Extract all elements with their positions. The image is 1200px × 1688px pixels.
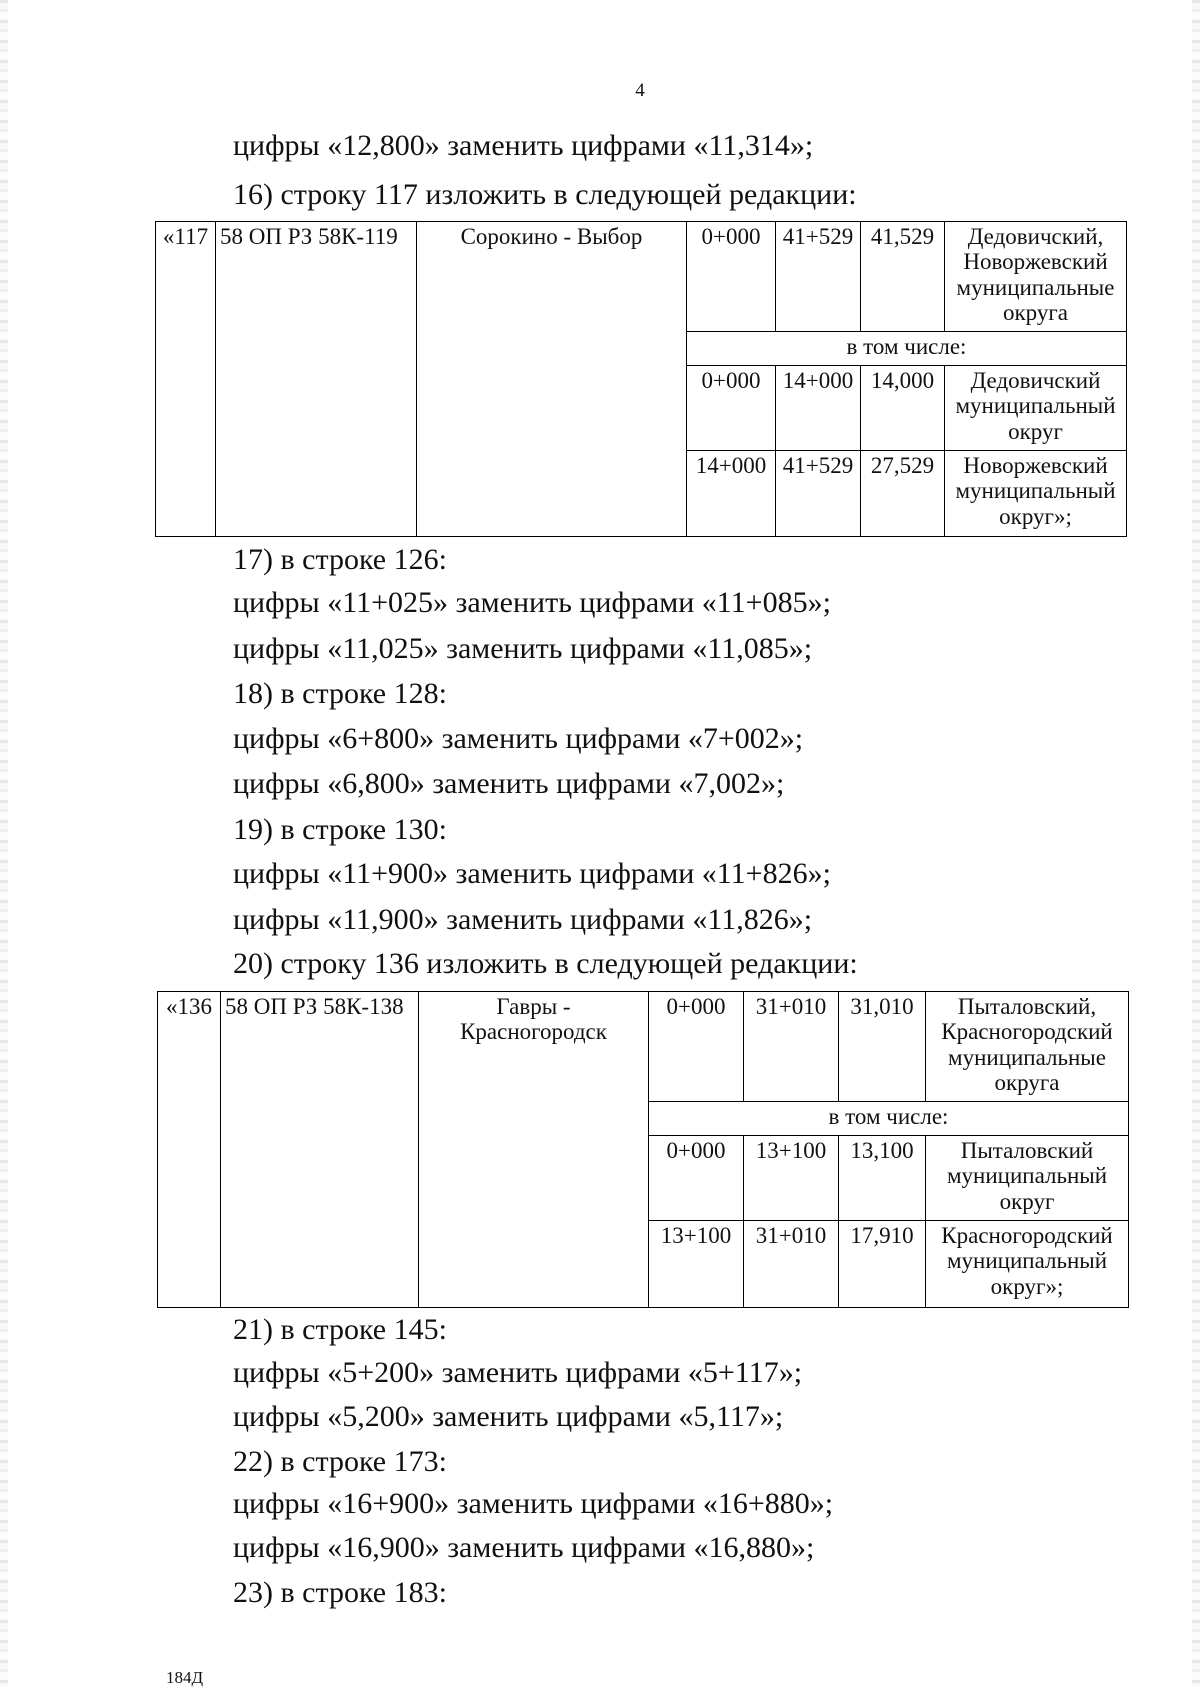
text-line: 21) в строке 145:: [233, 1313, 447, 1346]
end-km: 31+010: [744, 1221, 839, 1308]
district-line: округа: [994, 1069, 1060, 1095]
district-cell: [926, 992, 1129, 1102]
district-line: муниципальные: [956, 274, 1115, 300]
row-number: «136: [158, 992, 221, 1308]
text-line: 22) в строке 173:: [233, 1445, 447, 1478]
length-km: 13,100: [839, 1136, 926, 1221]
road-code: 58 ОП РЗ 58К-119: [216, 222, 417, 537]
start-km: 0+000: [687, 222, 776, 332]
text-line: цифры «6+800» заменить цифрами «7+002»;: [233, 722, 804, 755]
road-code: 58 ОП РЗ 58К-138: [221, 992, 419, 1308]
road-name: [419, 992, 649, 1308]
page-number: 4: [635, 80, 645, 101]
row-number: «117: [156, 222, 216, 537]
end-km: 41+529: [776, 222, 861, 332]
text-line: цифры «11,025» заменить цифрами «11,085»;: [233, 632, 813, 665]
scan-edge-left: [0, 0, 8, 1686]
end-km: 13+100: [744, 1136, 839, 1221]
text-line: цифры «16,900» заменить цифрами «16,880»;: [233, 1531, 815, 1564]
district-line: муниципальный: [946, 1248, 1108, 1274]
length-km: 17,910: [839, 1221, 926, 1308]
district-line: Новоржевский: [963, 249, 1108, 275]
district-line: муниципальные: [948, 1044, 1106, 1070]
text-line: цифры «11+025» заменить цифрами «11+085»;: [233, 586, 831, 619]
road-name-line: Красногородск: [460, 1019, 607, 1045]
text-line: 18) в строке 128:: [233, 677, 447, 710]
start-km: 0+000: [649, 1136, 744, 1221]
text-line: цифры «5+200» заменить цифрами «5+117»;: [233, 1356, 803, 1389]
district-line: Дедовичский,: [967, 224, 1104, 249]
end-km: 41+529: [776, 451, 861, 537]
road-name-line: Гавры -: [496, 994, 571, 1019]
road-table-136: [157, 991, 1129, 1308]
district-line: Красногородский: [941, 1019, 1113, 1045]
district-cell: [945, 222, 1127, 332]
length-km: 41,529: [861, 222, 945, 332]
text-line: цифры «11+900» заменить цифрами «11+826»;: [233, 857, 831, 890]
district-line: Пыталовский: [960, 1138, 1094, 1163]
district-line: округ: [1008, 418, 1063, 444]
district-line: муниципальный: [946, 1163, 1108, 1189]
district-line: округ»;: [990, 1273, 1064, 1299]
district-line: Красногородский: [941, 1223, 1113, 1248]
text-line: 20) строку 136 изложить в следующей редакции:: [233, 947, 858, 980]
district-line: Новоржевский: [963, 453, 1108, 478]
end-km: 14+000: [776, 366, 861, 451]
length-km: 31,010: [839, 992, 926, 1102]
start-km: 14+000: [687, 451, 776, 537]
text-line: цифры «16+900» заменить цифрами «16+880»;: [233, 1487, 834, 1520]
road-table-117: [155, 221, 1127, 537]
district-line: муниципальный: [955, 478, 1116, 504]
district-line: Пыталовский,: [957, 994, 1097, 1019]
district-line: Дедовичский: [970, 368, 1101, 393]
district-cell: [926, 1221, 1129, 1308]
district-cell: [945, 451, 1127, 537]
text-line: 23) в строке 183:: [233, 1576, 447, 1609]
subheader-including: в том числе:: [687, 332, 1127, 366]
footer-code: 184Д: [166, 1668, 204, 1687]
length-km: 27,529: [861, 451, 945, 537]
district-line: муниципальный: [955, 393, 1116, 419]
text-line: цифры «5,200» заменить цифрами «5,117»;: [233, 1400, 784, 1433]
district-cell: [926, 1136, 1129, 1221]
subheader-including: в том числе:: [649, 1102, 1129, 1136]
district-line: округ: [999, 1188, 1055, 1214]
district-cell: [945, 366, 1127, 451]
scan-edge-right: [1192, 0, 1200, 1686]
start-km: 0+000: [687, 366, 776, 451]
road-name: Сорокино - Выбор: [417, 222, 687, 537]
length-km: 14,000: [861, 366, 945, 451]
text-line: цифры «11,900» заменить цифрами «11,826»;: [233, 903, 813, 936]
text-line: 17) в строке 126:: [233, 543, 447, 576]
district-line: округ»;: [999, 503, 1072, 529]
start-km: 13+100: [649, 1221, 744, 1308]
text-line: цифры «12,800» заменить цифрами «11,314»;: [233, 129, 814, 162]
end-km: 31+010: [744, 992, 839, 1102]
start-km: 0+000: [649, 992, 744, 1102]
district-line: округа: [1002, 299, 1068, 325]
text-line: 16) строку 117 изложить в следующей редакции:: [233, 178, 857, 211]
text-line: 19) в строке 130:: [233, 813, 447, 846]
text-line: цифры «6,800» заменить цифрами «7,002»;: [233, 767, 785, 800]
